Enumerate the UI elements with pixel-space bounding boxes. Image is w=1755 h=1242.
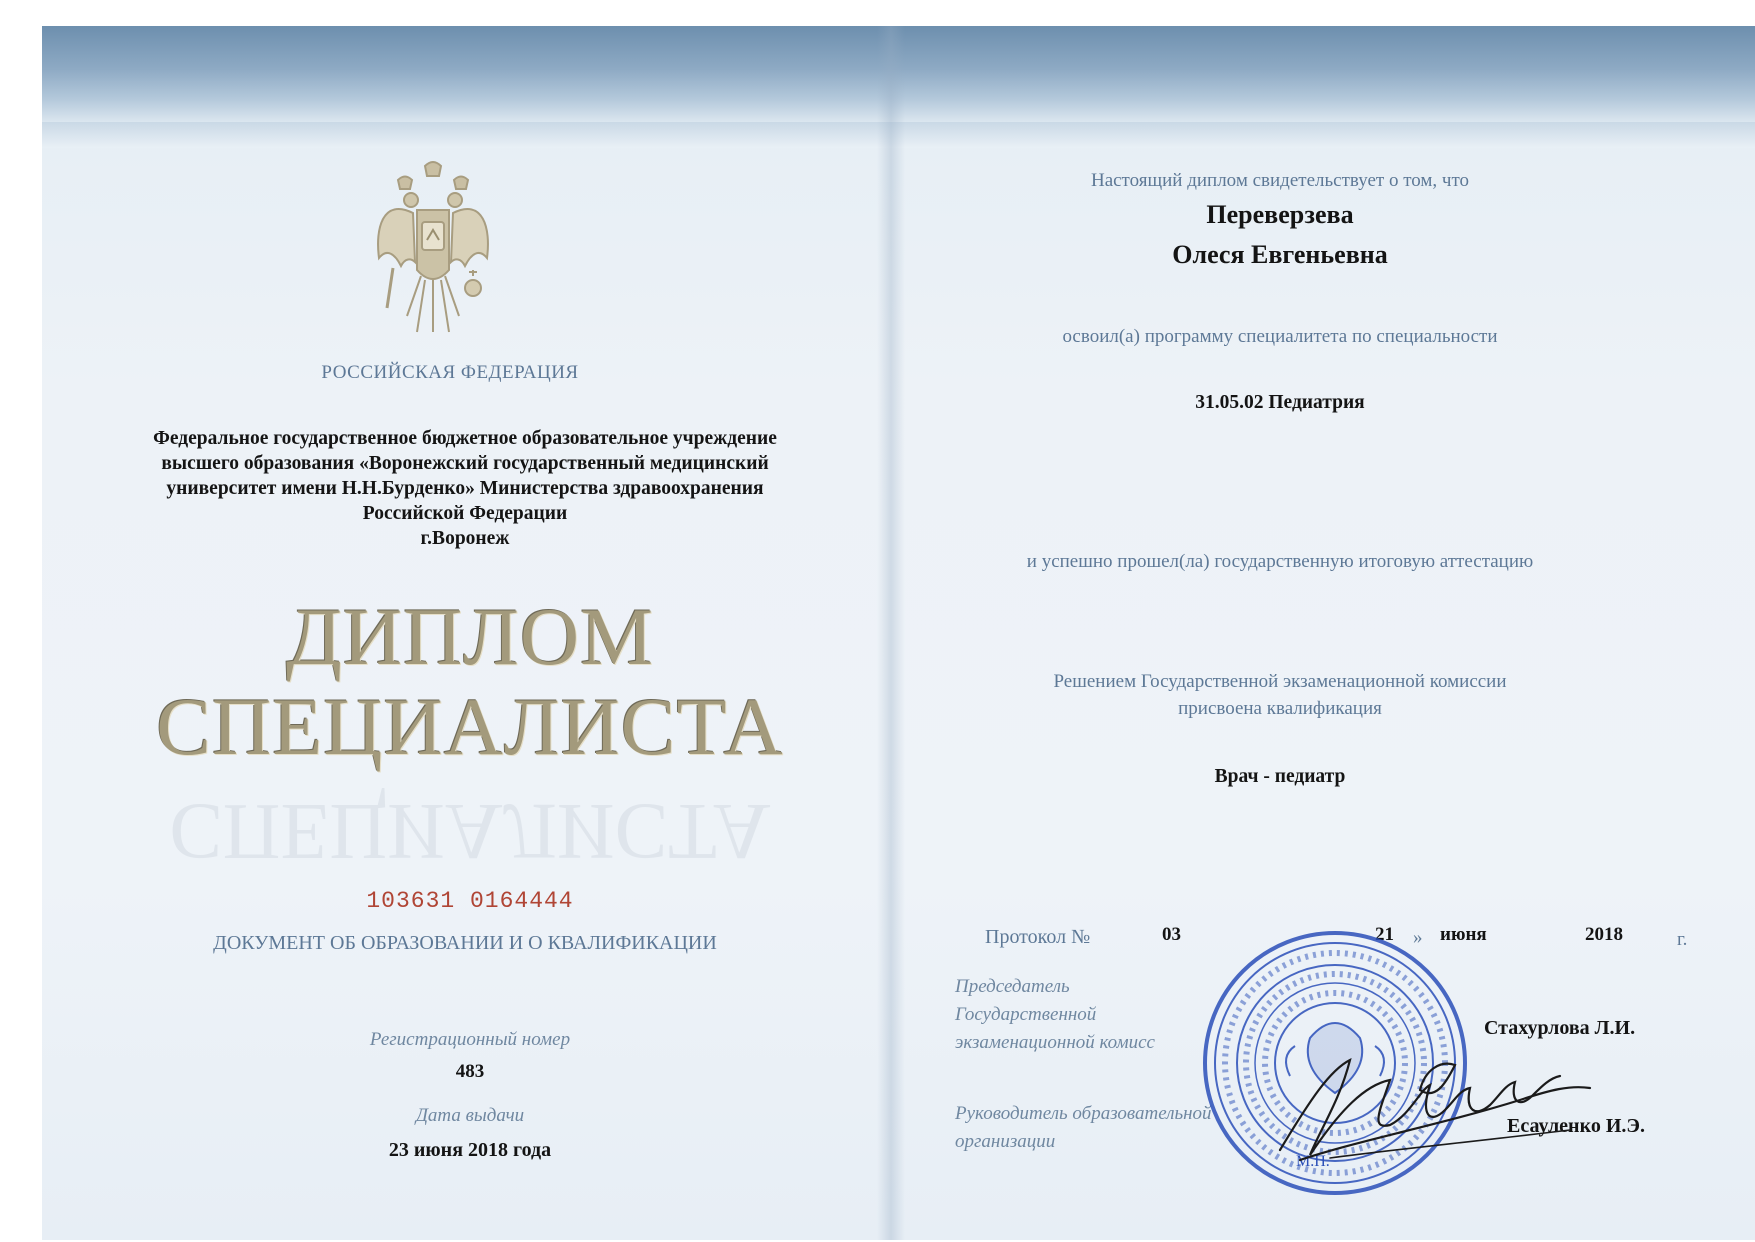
protocol-year-suffix: г. — [1677, 929, 1688, 950]
institution-line: высшего образования «Воронежский государственный медицинский — [161, 453, 769, 474]
document-type: ДОКУМЕНТ ОБ ОБРАЗОВАНИИ И О КВАЛИФИКАЦИИ — [213, 932, 717, 954]
diploma-title: ДИПЛОМ — [285, 591, 655, 682]
program-statement: освоил(а) программу специалитета по специальности — [1062, 326, 1498, 347]
institution-city: г.Воронеж — [420, 528, 510, 549]
protocol-year: 2018 — [1585, 924, 1623, 945]
certification-intro: Настоящий диплом свидетельствует о том, что — [1090, 170, 1470, 191]
protocol-month: июня — [1440, 924, 1487, 945]
registration-label: Регистрационный номер — [369, 1029, 571, 1050]
commission-line: Решением Государственной экзаменационной комиссии — [1053, 671, 1507, 692]
institution-line: университет имени Н.Н.Бурденко» Министерства здравоохранения — [166, 478, 764, 499]
protocol-day: 21 — [1375, 924, 1394, 945]
issue-date-label: Дата выдачи — [415, 1105, 525, 1126]
serial-number: 103631 0164444 — [366, 888, 574, 914]
chair-title-line: экзаменационной комисс — [955, 1032, 1155, 1053]
head-name: Есауленко И.Э. — [1507, 1115, 1645, 1137]
commission-statement — [960, 668, 1600, 722]
protocol-number: 03 — [1162, 924, 1181, 945]
registration-number: 483 — [455, 1061, 485, 1082]
protocol-label: Протокол № — [985, 926, 1091, 948]
country-name: РОССИЙСКАЯ ФЕДЕРАЦИЯ — [321, 362, 579, 383]
seal-place-label: М.П. — [1296, 1153, 1330, 1170]
institution-line: Федеральное государственное бюджетное образовательное учреждение — [153, 428, 777, 449]
attestation-statement: и успешно прошел(ла) государственную итоговую аттестацию — [1026, 551, 1534, 572]
diploma-subtitle: СПЕЦИАЛИСТА — [156, 681, 784, 772]
chair-title-line: Государственной — [955, 1004, 1097, 1025]
commission-line: присвоена квалификация — [1178, 698, 1382, 719]
chair-name: Стахурлова Л.И. — [1484, 1017, 1636, 1039]
institution-line: Российской Федерации — [362, 503, 568, 524]
signature-icon — [1270, 1030, 1610, 1170]
graduate-given-names: Олеся Евгеньевна — [1172, 240, 1388, 269]
page-fold — [877, 26, 905, 1240]
issue-date: 23 июня 2018 года — [388, 1139, 552, 1161]
institution-name — [70, 426, 860, 551]
specialty: 31.05.02 Педиатрия — [1195, 392, 1365, 413]
graduate-surname: Переверзева — [1206, 200, 1354, 229]
title-bleed-through: СПЕЦИАЛИСТА — [169, 787, 771, 875]
chair-title-line: Председатель — [955, 976, 1070, 997]
head-title-line: Руководитель образовательной — [955, 1103, 1212, 1124]
coat-of-arms-icon — [373, 158, 493, 348]
head-title-line: организации — [955, 1131, 1056, 1152]
qualification: Врач - педиатр — [1214, 766, 1346, 787]
protocol-quote-mark: » — [1413, 927, 1423, 948]
